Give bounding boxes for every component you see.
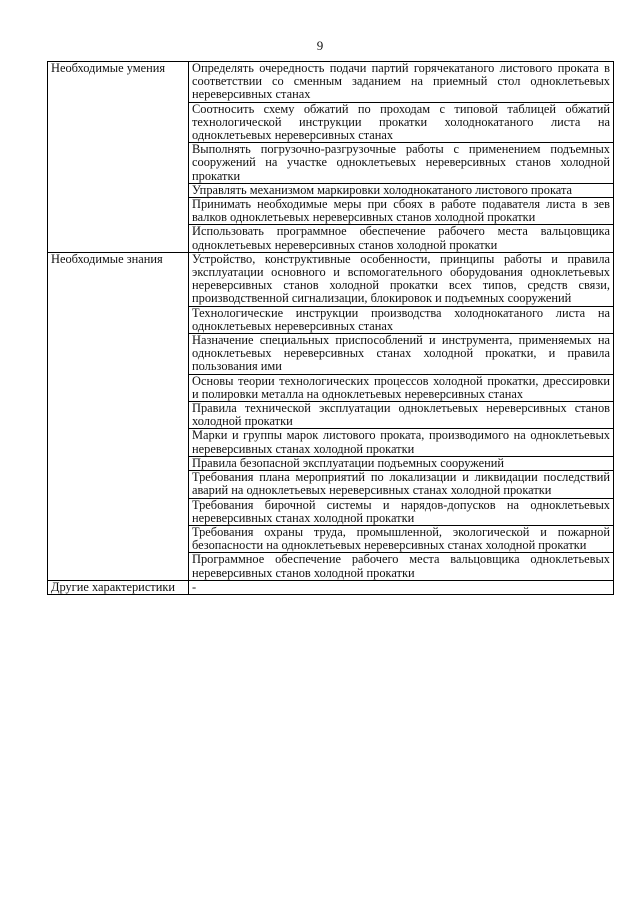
section-item: Принимать необходимые меры при сбоях в работе подавателя листа в зев валков одноклетьевых нереверсивных станов холодной прокатки — [189, 198, 614, 225]
section-item: Марки и группы марок листового проката, производимого на одноклетьевых нереверсивных станах холодной прокатки — [189, 429, 614, 456]
section-item: Соотносить схему обжатий по проходам с типовой таблицей обжатий технологической инструкции прокатки холоднокатаного листа на одноклетьевых нереверсивных станах — [189, 102, 614, 143]
section-item: Правила безопасной эксплуатации подъемных сооружений — [189, 456, 614, 470]
table-body — [48, 62, 614, 595]
page-number: 9 — [316, 38, 324, 53]
section-label: Необходимые умения — [48, 62, 189, 253]
section-item: Управлять механизмом маркировки холоднокатаного листового проката — [189, 183, 614, 197]
characteristics-table — [47, 61, 614, 595]
section-item: Определять очередность подачи партий горячекатаного листового проката в соответствии со сменным заданием на приемный стол одноклетьевых нереверсивных станах — [189, 62, 614, 103]
section-label: Другие характеристики — [48, 580, 189, 594]
table-row — [48, 62, 614, 103]
section-item: Назначение специальных приспособлений и инструмента, применяемых на одноклетьевых нереверсивных станах холодной прокатки, и правила пользования ими — [189, 334, 614, 375]
section-item: Основы теории технологических процессов холодной прокатки, дрессировки и полировки металла на одноклетьевых нереверсивных станах — [189, 374, 614, 401]
section-item: Выполнять погрузочно-разгрузочные работы с применением подъемных сооружений на участке одноклетьевых нереверсивных станов холодной прокатки — [189, 143, 614, 184]
section-item: - — [189, 580, 614, 594]
section-label: Необходимые знания — [48, 252, 189, 580]
section-item: Требования бирочной системы и нарядов-допусков на одноклетьевых нереверсивных станах холодной прокатки — [189, 498, 614, 525]
section-item: Правила технической эксплуатации одноклетьевых нереверсивных станов холодной прокатки — [189, 402, 614, 429]
section-item: Программное обеспечение рабочего места вальцовщика одноклетьевых нереверсивных станов холодной прокатки — [189, 553, 614, 580]
section-item: Технологические инструкции производства холоднокатаного листа на одноклетьевых нереверсивных станах — [189, 306, 614, 333]
section-item: Использовать программное обеспечение рабочего места вальцовщика одноклетьевых нереверсивных станов холодной прокатки — [189, 225, 614, 252]
table-row — [48, 580, 614, 594]
section-item: Требования плана мероприятий по локализации и ликвидации последствий аварий на одноклетьевых нереверсивных станах холодной прокатки — [189, 471, 614, 498]
table-row — [48, 252, 614, 306]
section-item: Требования охраны труда, промышленной, экологической и пожарной безопасности на одноклетьевых нереверсивных станах холодной прокатки — [189, 525, 614, 552]
section-item: Устройство, конструктивные особенности, принципы работы и правила эксплуатации основного и вспомогательного оборудования одноклетьевых нереверсивных станов холодной прокатки всех типов, средств связи, производственной сигнализации, блокировок и подъемных сооружений — [189, 252, 614, 306]
